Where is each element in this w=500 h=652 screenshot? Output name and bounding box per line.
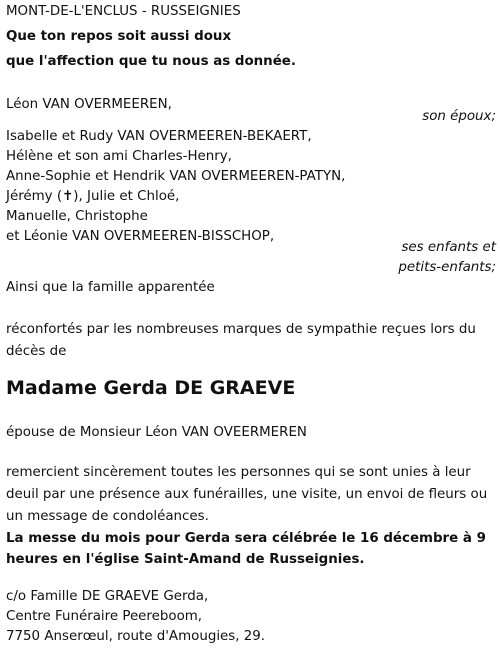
spouse-of: épouse de Monsieur Léon VAN OVEERMEREN (6, 425, 307, 440)
spouse-name: Léon VAN OVERMEEREN, (6, 97, 172, 112)
verse-line-1: Que ton repos soit aussi doux (6, 29, 232, 44)
location-header: MONT-DE-L'ENCLUS - RUSSEIGNIES (6, 4, 241, 19)
child-line-2: Hélène et son ami Charles-Henry, (6, 149, 232, 164)
address-line-2: Centre Funéraire Peereboom, (6, 609, 203, 624)
child-line-4: Jérémy (✝), Julie et Chloé, (6, 189, 180, 204)
deceased-name: Madame Gerda DE GRAEVE (6, 377, 296, 399)
children-role-2: petits-enfants; (398, 260, 496, 275)
child-line-3: Anne-Sophie et Hendrik VAN OVERMEEREN-PATYN, (6, 169, 346, 184)
spouse-role: son époux; (422, 109, 496, 124)
child-line-6: et Léonie VAN OVERMEEREN-BISSCHOP, (6, 229, 275, 244)
comforted-text: réconfortés par les nombreuses marques de sympathie reçues lors du décès de (6, 322, 476, 359)
verse-line-2: que l'affection que tu nous as donnée. (6, 54, 296, 69)
family-line: Ainsi que la famille apparentée (6, 280, 215, 295)
address-line-3: 7750 Anserœul, route d'Amougies, 29. (6, 629, 266, 644)
thanks-text: remercient sincèrement toutes les personnes qui se sont unies à leur deuil par une présence aux funérailles, une visite, un envoi de fleurs ou un message de condoléances. (6, 465, 488, 524)
child-line-5: Manuelle, Christophe (6, 209, 148, 224)
children-role-1: ses enfants et (401, 240, 496, 255)
child-line-1: Isabelle et Rudy VAN OVERMEEREN-BEKAERT, (6, 129, 312, 144)
address-line-1: c/o Famille DE GRAEVE Gerda, (6, 589, 209, 604)
mass-announcement: La messe du mois pour Gerda sera célébrée le 16 décembre à 9 heures en l'église Saint-Amand de Russeignies. (6, 531, 486, 567)
